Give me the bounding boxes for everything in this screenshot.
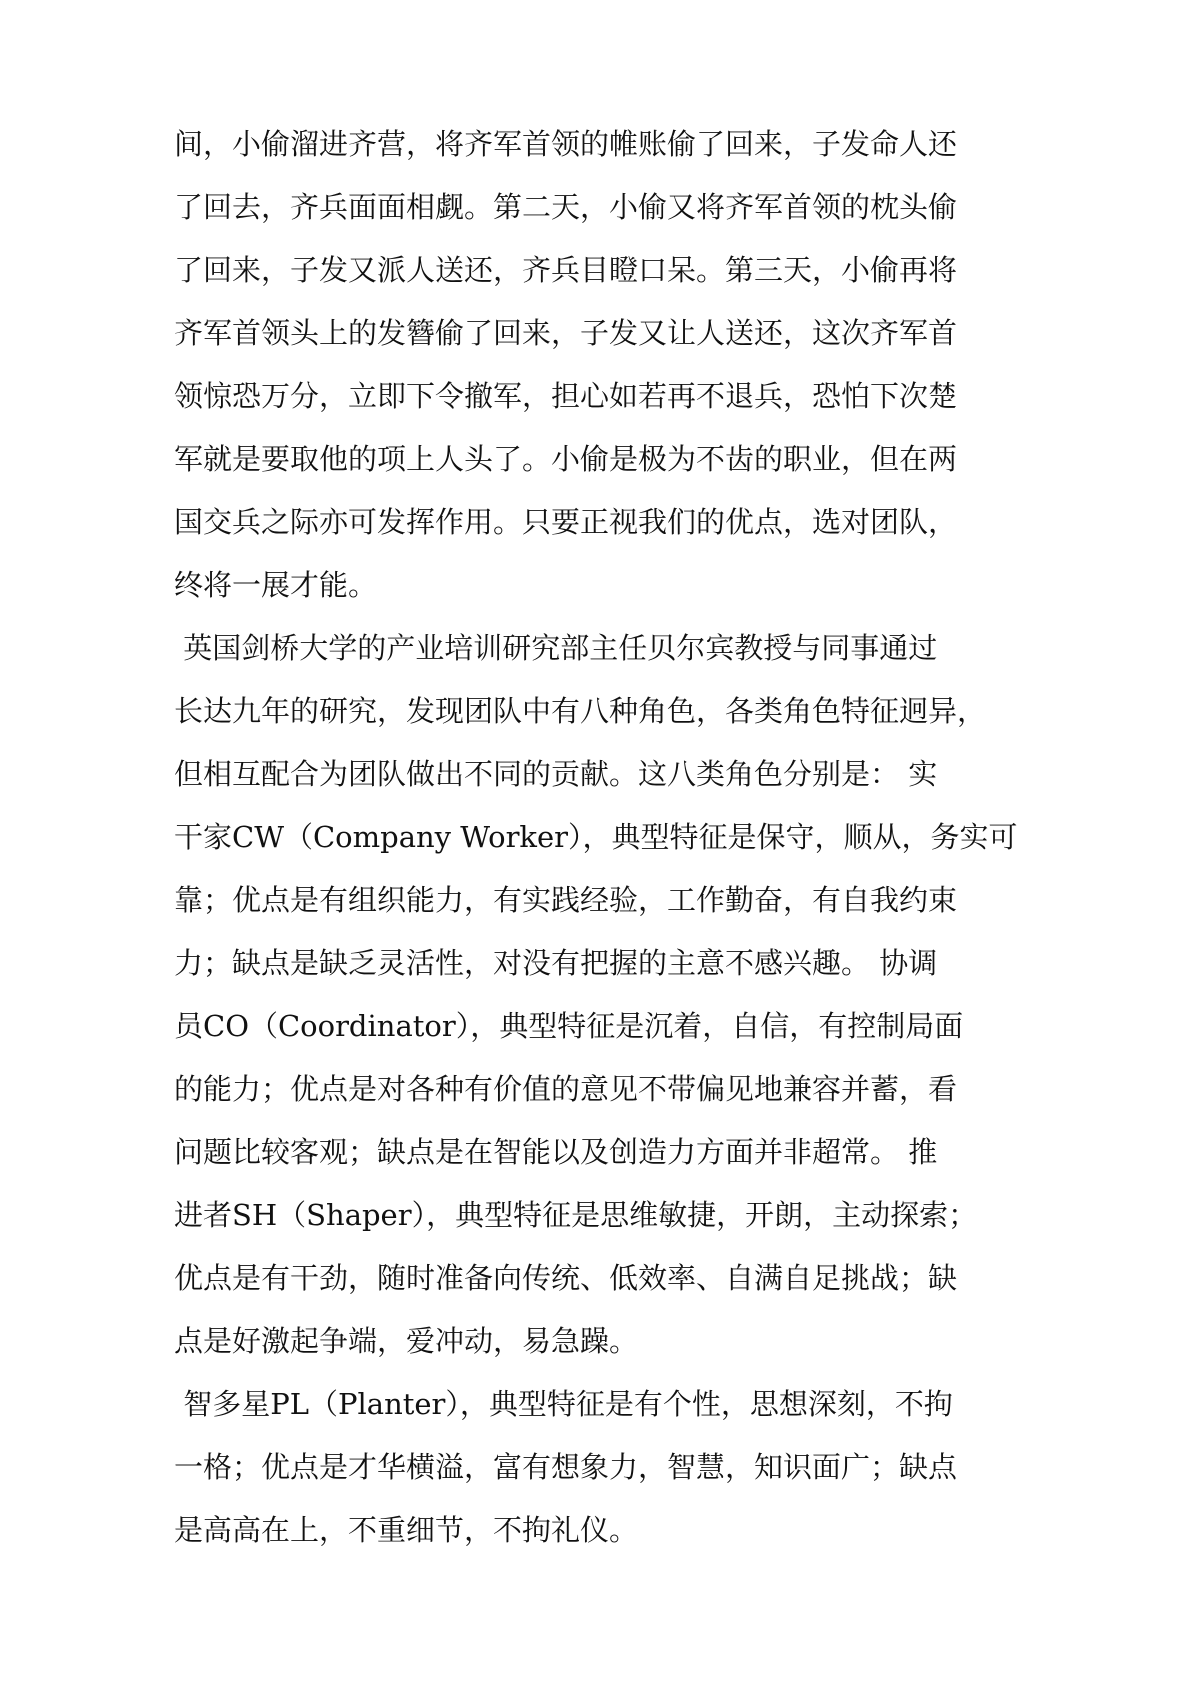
text-line: 靠；优点是有组织能力，有实践经验，工作勤奋，有自我约束 — [174, 883, 958, 917]
text-line: 长达九年的研究，发现团队中有八种角色，各类角色特征迥异， — [174, 694, 987, 728]
text-line: 齐军首领头上的发簪偷了回来，子发又让人送还，这次齐军首 — [174, 316, 958, 350]
text-line: 一格；优点是才华横溢，富有想象力，智慧，知识面广；缺点 — [174, 1450, 958, 1484]
text-line: 进者SH（Shaper），典型特征是思维敏捷，开朗，主动探索； — [174, 1198, 978, 1232]
text-line: 干家CW（Company Worker），典型特征是保守，顺从，务实可 — [174, 820, 1018, 854]
text-line: 智多星PL（Planter），典型特征是有个性，思想深刻，不拘 — [174, 1387, 953, 1421]
text-line: 是高高在上，不重细节，不拘礼仪。 — [174, 1513, 639, 1547]
text-line: 优点是有干劲，随时准备向传统、低效率、自满自足挑战；缺 — [174, 1261, 958, 1295]
text-line: 问题比较客观；缺点是在智能以及创造力方面并非超常。 推 — [174, 1135, 938, 1169]
text-line: 终将一展才能。 — [174, 568, 378, 602]
text-line: 力；缺点是缺乏灵活性，对没有把握的主意不感兴趣。 协调 — [174, 946, 938, 980]
text-line: 了回去，齐兵面面相觑。第二天，小偷又将齐军首领的枕头偷 — [174, 190, 958, 224]
text-line: 但相互配合为团队做出不同的贡献。这八类角色分别是： 实 — [174, 757, 938, 791]
text-line: 英国剑桥大学的产业培训研究部主任贝尔宾教授与同事通过 — [174, 631, 938, 665]
text-line: 员CO（Coordinator），典型特征是沉着，自信，有控制局面 — [174, 1009, 964, 1043]
body-text — [174, 113, 1044, 1562]
text-line: 的能力；优点是对各种有价值的意见不带偏见地兼容并蓄，看 — [174, 1072, 958, 1106]
text-line: 国交兵之际亦可发挥作用。只要正视我们的优点，选对团队， — [174, 505, 958, 539]
text-line: 军就是要取他的项上人头了。小偷是极为不齿的职业，但在两 — [174, 442, 958, 476]
text-line: 领惊恐万分，立即下令撤军，担心如若再不退兵，恐怕下次楚 — [174, 379, 958, 413]
text-line: 点是好激起争端，爱冲动，易急躁。 — [174, 1324, 639, 1358]
text-line: 间，小偷溜进齐营，将齐军首领的帷账偷了回来，子发命人还 — [174, 127, 958, 161]
text-line: 了回来，子发又派人送还，齐兵目瞪口呆。第三天，小偷再将 — [174, 253, 958, 287]
